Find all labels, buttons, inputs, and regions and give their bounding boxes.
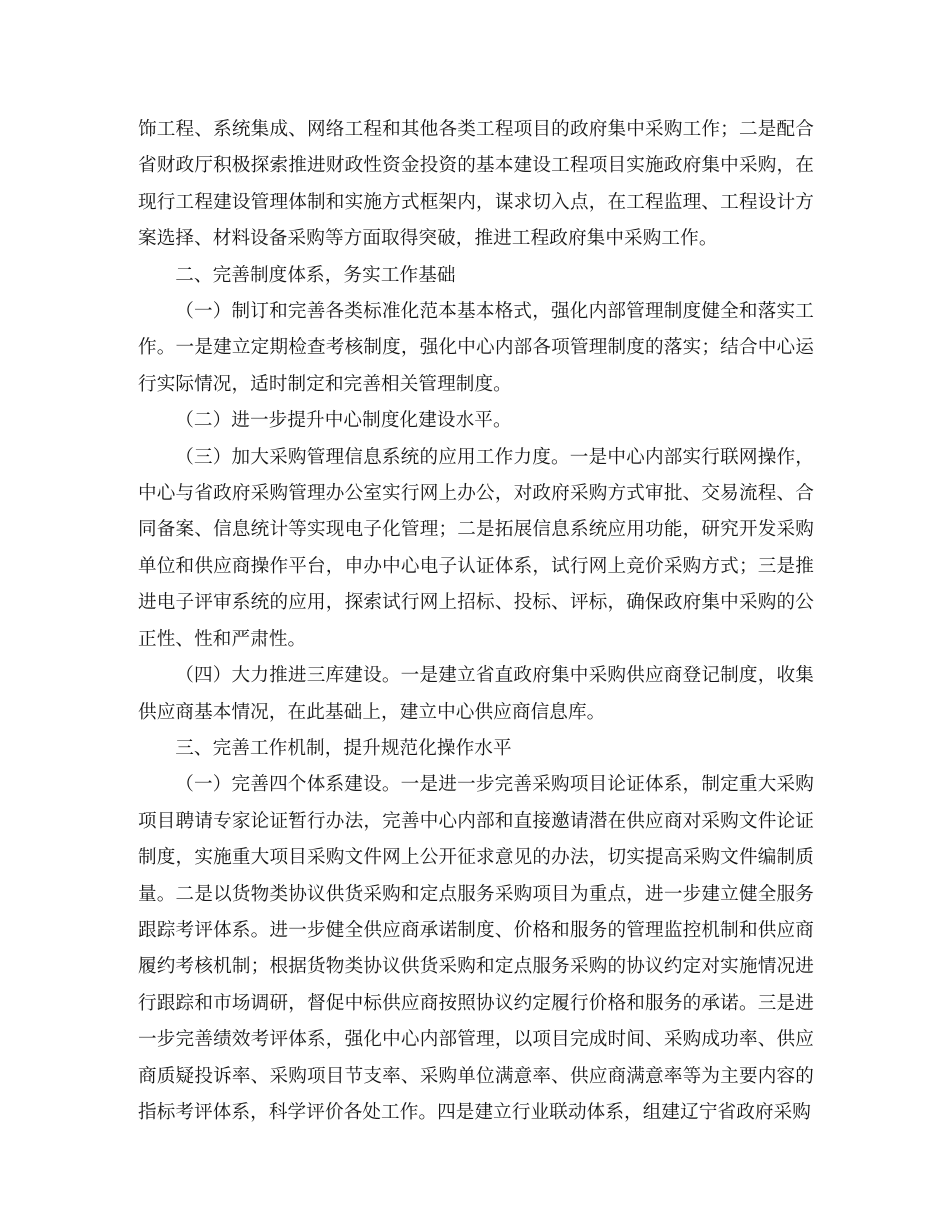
paragraph-2-4: （四）大力推进三库建设。一是建立省直政府集中采购供应商登记制度，收集供应商基本情况，在此基础上，建立中心供应商信息库。 — [138, 665, 814, 723]
paragraph-2-2: （二）进一步提升中心制度化建设水平。 — [175, 410, 512, 432]
document-body — [138, 112, 814, 1131]
paragraph-continuation: 饰工程、系统集成、网络工程和其他各类工程项目的政府集中采购工作；二是配合省财政厅积极探索推进财政性资金投资的基本建设工程项目实施政府集中采购，在现行工程建设管理体制和实施方式框架内，谋求切入点，在工程监理、工程设计方案选择、材料设备采购等方面取得突破，推进工程政府集中采购工作。 — [138, 119, 814, 250]
paragraph-2-1: （一）制订和完善各类标准化范本基本格式，强化内部管理制度健全和落实工作。一是建立定期检查考核制度，强化中心内部各项管理制度的落实；结合中心运行实际情况，适时制定和完善相关管理制度。 — [138, 301, 814, 395]
section-heading-2: 二、完善制度体系，务实工作基础 — [175, 264, 456, 286]
paragraph-3-1: （一）完善四个体系建设。一是进一步完善采购项目论证体系，制定重大采购项目聘请专家论证暂行办法，完善中心内部和直接邀请潜在供应商对采购文件论证制度，实施重大项目采购文件网上公开征求意见的办法，切实提高采购文件编制质量。二是以货物类协议供货采购和定点服务采购项目为重点，进一步建立健全服务跟踪考评体系。进一步健全供应商承诺制度、价格和服务的管理监控机制和供应商履约考核机制；根据货物类协议供货采购和定点服务采购的协议约定对实施情况进行跟踪和市场调研，督促中标供应商按照协议约定履行价格和服务的承诺。三是进一步完善绩效考评体系，强化中心内部管理，以项目完成时间、采购成功率、供应商质疑投诉率、采购项目节支率、采购单位满意率、供应商满意率等为主要内容的指标考评体系，科学评价各处工作。四是建立行业联动体系，组建辽宁省政府采购 — [138, 774, 814, 1123]
section-heading-3: 三、完善工作机制，提升规范化操作水平 — [175, 737, 512, 759]
paragraph-2-3: （三）加大采购管理信息系统的应用工作力度。一是中心内部实行联网操作，中心与省政府采购管理办公室实行网上办公，对政府采购方式审批、交易流程、合同备案、信息统计等实现电子化管理；二是拓展信息系统应用功能，研究开发采购单位和供应商操作平台，申办中心电子认证体系，试行网上竞价采购方式；三是推进电子评审系统的应用，探索试行网上招标、投标、评标，确保政府集中采购的公正性、性和严肃性。 — [138, 446, 814, 650]
